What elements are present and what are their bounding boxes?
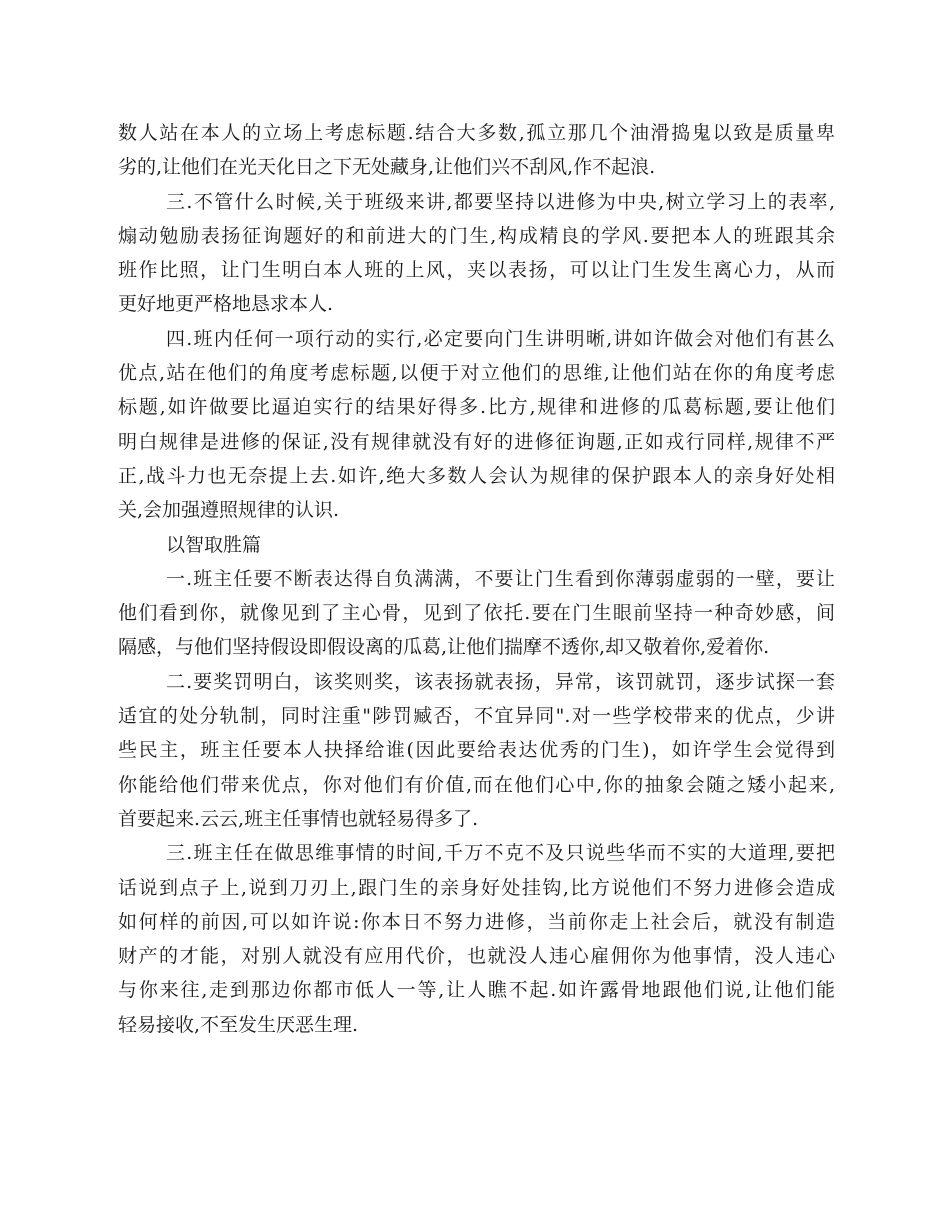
text-line: 数人站在本人的立场上考虑标题.结合大多数,孤立那几个油滑捣鬼以致是质量卑: [118, 122, 835, 144]
text-line: 话说到点子上,说到刀刃上,跟门生的亲身好处挂钩,比方说他们不努力进修会造成: [118, 876, 835, 899]
text-line: 三.不管什么时候,关于班级来讲,都要坚持以进修为中央,树立学习上的表率,: [166, 190, 835, 213]
text-line: 适宜的处分轨制，同时注重"陟罚臧否，不宜异同".对一些学校带来的优点，少讲: [118, 705, 835, 728]
paragraph-four: [118, 322, 835, 528]
paragraph-one: [118, 562, 835, 665]
text-line: 你能给他们带来优点，你对他们有价值,而在他们心中,你的抽象会随之矮小起来,: [118, 773, 835, 796]
document-page: [118, 116, 835, 1042]
paragraph-continued: [118, 116, 835, 185]
paragraph-three-b: [118, 836, 835, 1042]
text-line: 轻易接收,不至发生厌恶生理.: [118, 1013, 359, 1036]
text-line: 一.班主任要不断表达得自负满满，不要让门生看到你薄弱虚弱的一壁，要让: [166, 567, 835, 590]
text-line: 优点,站在他们的角度考虑标题,以便于对立他们的思维,让他们站在你的角度考虑: [118, 362, 835, 385]
text-line: 煽动勉励表扬征询题好的和前进大的门生,构成精良的学风.要把本人的班跟其余: [118, 224, 835, 247]
text-line: 更好地更严格地恳求本人.: [118, 293, 334, 316]
text-line: 二.要奖罚明白，该奖则奖，该表扬就表扬，异常，该罚就罚，逐步试探一套: [166, 670, 835, 693]
text-line: 标题,如许做要比逼迫实行的结果好得多.比方,规律和进修的瓜葛标题,要让他们: [118, 396, 835, 419]
text-line: 与你来往,走到那边你都市低人一等,让人瞧不起.如许露骨地跟他们说,让他们能: [118, 979, 835, 1002]
text-line: 财产的才能，对别人就没有应用代价，也就没人违心雇佣你为他事情，没人违心: [118, 945, 835, 968]
text-line: 如何样的前因,可以如许说:你本日不努力进修，当前你走上社会后，就没有制造: [118, 910, 835, 933]
text-line: 隔感，与他们坚持假设即假设离的瓜葛,让他们揣摩不透你,却又敬着你,爱着你.: [118, 636, 770, 659]
section-heading: [118, 528, 835, 562]
text-line: 四.班内任何一项行动的实行,必定要向门生讲明晰,讲如许做会对他们有甚么: [166, 327, 835, 350]
text-line: 首要起来.云云,班主任事情也就轻易得多了.: [118, 807, 479, 830]
text-line: 些民主，班主任要本人抉择给谁(因此要给表达优秀的门生)，如许学生会觉得到: [118, 739, 835, 762]
text-line: 班作比照，让门生明白本人班的上风，夹以表扬，可以让门生发生离心力，从而: [118, 259, 835, 282]
text-line: 劣的,让他们在光天化日之下无处藏身,让他们兴不刮风,作不起浪.: [118, 156, 656, 179]
text-line: 正,战斗力也无奈提上去.如许,绝大多数人会认为规律的保护跟本人的亲身好处相: [118, 464, 835, 487]
text-line: 三.班主任在做思维事情的时间,千万不克不及只说些华而不实的大道理,要把: [166, 842, 835, 865]
paragraph-two: [118, 665, 835, 836]
paragraph-three: [118, 185, 835, 322]
section-title: 以智取胜篇: [166, 533, 262, 556]
text-line: 关,会加强遵照规律的认识.: [118, 499, 340, 522]
text-line: 他们看到你，就像见到了主心骨，见到了依托.要在门生眼前坚持一种奇妙感，间: [118, 602, 835, 625]
text-line: 明白规律是进修的保证,没有规律就没有好的进修征询题,正如戎行同样,规律不严: [118, 430, 835, 453]
